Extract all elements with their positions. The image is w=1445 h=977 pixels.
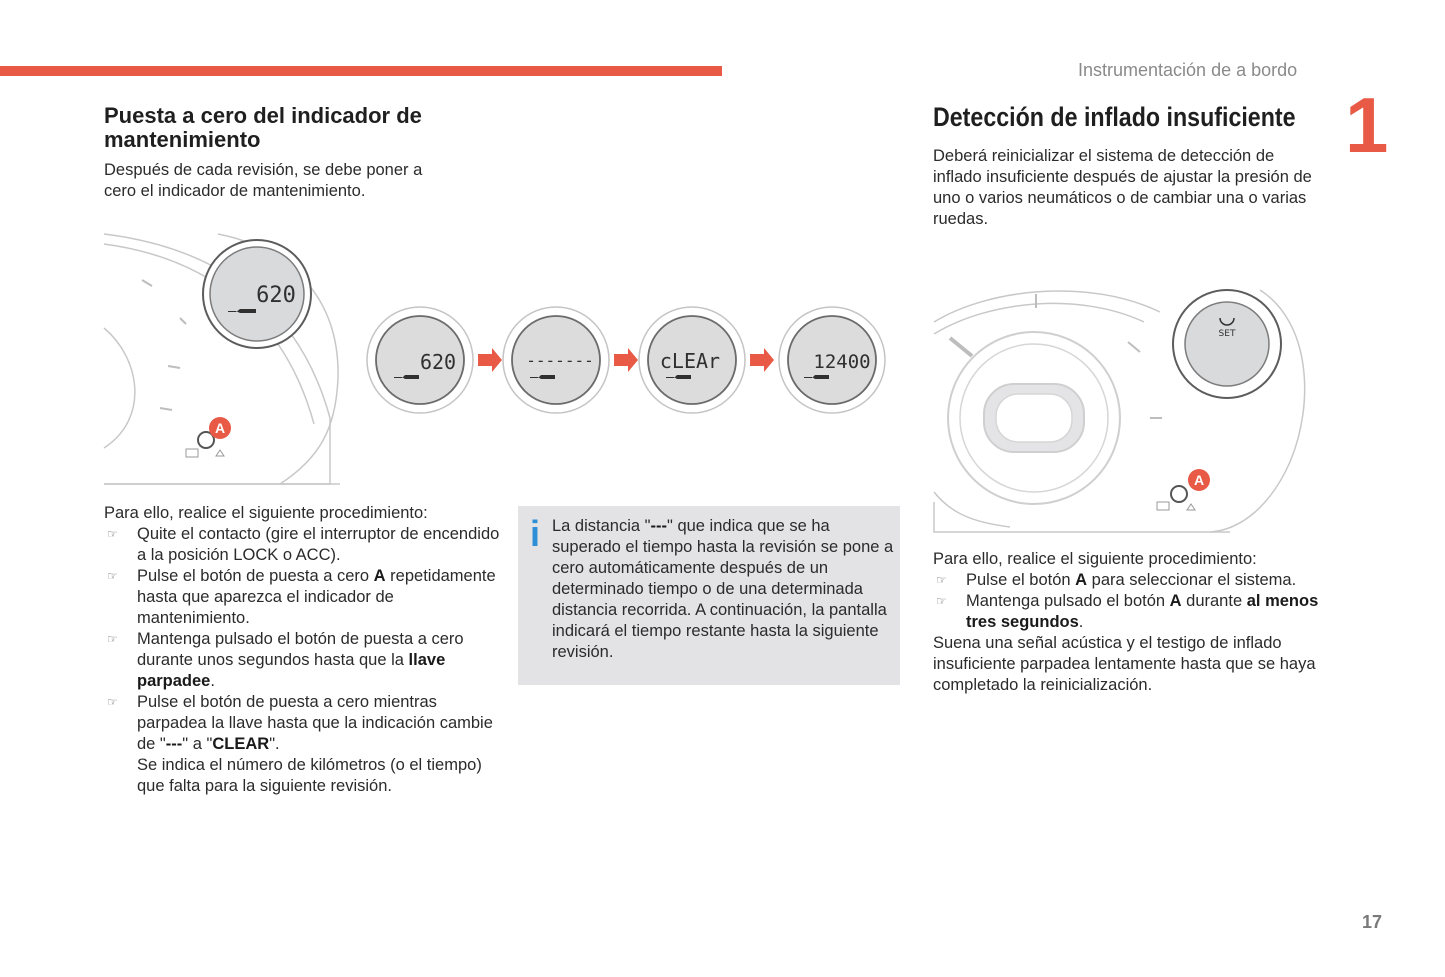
- right-step-2-text-mid: durante: [1181, 592, 1247, 610]
- left-step-4-text-mid: " a ": [182, 735, 213, 753]
- right-procedure: [933, 549, 1333, 696]
- left-step-3-text: Mantenga pulsado el botón de puesta a cero durante unos segundos hasta que la: [137, 630, 464, 669]
- left-step-2: [104, 566, 504, 629]
- indicator-icon: [1157, 502, 1169, 510]
- left-heading: [104, 104, 524, 152]
- button-a-label-right: A: [1193, 472, 1205, 488]
- info-text-start: La distancia ": [552, 517, 651, 535]
- left-step-3-bold: llave parpadee: [137, 651, 446, 690]
- pointing-hand-icon: ☞: [107, 569, 118, 583]
- set-label: SET: [1218, 329, 1236, 339]
- right-step-2-bold-1: A: [1169, 592, 1182, 610]
- left-heading-line1: Puesta a cero del indicador de: [104, 103, 422, 128]
- left-step-1-text: Quite el contacto (gire el interruptor de encendido a la posición LOCK o ACC).: [137, 525, 500, 564]
- chapter-number: 1: [1345, 81, 1389, 169]
- pointing-hand-icon: ☞: [107, 632, 118, 646]
- left-step-2-bold: A: [373, 567, 386, 585]
- left-procedure-intro: Para ello, realice el siguiente procedimiento:: [104, 504, 428, 522]
- left-step-4-bold-1: ---: [165, 735, 183, 753]
- dial-value: 620: [256, 283, 296, 308]
- left-step-4-bold-2: CLEAR: [212, 735, 270, 753]
- sequence-display-2: -------: [526, 351, 594, 370]
- info-text-end: " que indica que se ha superado el tiempo hasta la revisión se pone a cero automáticamente después de un determinado tiempo o de una determinada distancia recorrida. A continuación, la pantalla indicará el tiempo restante hasta la siguiente revisión.: [552, 517, 894, 661]
- left-step-4-text-end: ".: [269, 735, 280, 753]
- sequence-step-1: [367, 307, 473, 413]
- pointing-hand-icon: ☞: [107, 695, 118, 709]
- right-heading: Detección de inflado insuficiente: [933, 102, 1296, 132]
- right-step-1: [933, 570, 1333, 591]
- maintenance-reset-figure: [100, 228, 900, 488]
- right-step-2: [933, 591, 1333, 633]
- info-box: [518, 506, 900, 685]
- tyre-pressure-figure: [930, 282, 1320, 542]
- warning-icon: [216, 450, 224, 456]
- right-step-2-text-end: .: [1078, 613, 1084, 631]
- left-step-3-text-end: .: [210, 672, 215, 690]
- left-step-3: [104, 629, 504, 692]
- arrow-icon: [478, 348, 502, 372]
- right-closing: Suena una señal acústica y el testigo de inflado insuficiente parpadea lentamente hasta que se haya completado la reinicialización.: [933, 634, 1316, 694]
- right-step-1-text-end: para seleccionar el sistema.: [1087, 571, 1297, 589]
- warning-icon: [1187, 504, 1195, 510]
- left-intro-line2: cero el indicador de mantenimiento.: [104, 182, 366, 200]
- indicator-icon: [186, 449, 198, 457]
- left-step-4-text: Pulse el botón de puesta a cero mientras parpadea la llave hasta que la indicación cambie de ": [137, 693, 493, 753]
- right-step-1-bold: A: [1075, 571, 1088, 589]
- right-step-1-text: Pulse el botón: [966, 571, 1076, 589]
- sequence-step-3: [639, 307, 745, 413]
- left-step-2-text-end: repetidamente hasta que aparezca el indicador de mantenimiento.: [137, 567, 496, 627]
- left-step-2-text: Pulse el botón de puesta a cero: [137, 567, 374, 585]
- header-accent-bar: [0, 66, 722, 76]
- pointing-hand-icon: ☞: [107, 527, 118, 541]
- left-step-1: [104, 524, 504, 566]
- sequence-display-4: 12400: [813, 351, 871, 373]
- cluster-dial: [203, 240, 311, 348]
- reset-button-a[interactable]: [198, 417, 231, 448]
- reset-button-a-right[interactable]: [1171, 469, 1210, 502]
- left-procedure: [104, 503, 504, 797]
- sequence-step-4: [779, 307, 885, 413]
- right-step-2-bold-2: al menos tres segundos: [966, 592, 1319, 631]
- right-procedure-intro: Para ello, realice el siguiente procedimiento:: [933, 550, 1257, 568]
- pointing-hand-icon: ☞: [936, 573, 947, 587]
- button-a-label: A: [214, 420, 226, 436]
- info-icon: i: [530, 513, 541, 554]
- sequence-display-1: 620: [419, 350, 457, 374]
- set-dial: [1173, 290, 1281, 398]
- right-step-2-text: Mantenga pulsado el botón: [966, 592, 1170, 610]
- left-heading-line2: mantenimiento: [104, 127, 261, 152]
- left-intro-line1: Después de cada revisión, se debe poner a: [104, 161, 423, 179]
- page-number: 17: [1362, 912, 1383, 932]
- info-text: [552, 516, 898, 663]
- left-intro: [104, 160, 484, 202]
- left-step-4-note: Se indica el número de kilómetros (o el tiempo) que falta para la siguiente revisión.: [137, 756, 482, 795]
- pointing-hand-icon: ☞: [936, 594, 947, 608]
- left-step-4: [104, 692, 504, 755]
- sequence-step-2: [503, 307, 609, 413]
- arrow-icon: [614, 348, 638, 372]
- info-text-bold: ---: [650, 517, 667, 535]
- arrow-icon: [750, 348, 774, 372]
- sequence-display-3: cLEAr: [659, 349, 721, 373]
- section-title: Instrumentación de a bordo: [1078, 60, 1298, 80]
- right-intro: Deberá reinicializar el sistema de detección de inflado insuficiente después de ajustar la presión de uno o varios neumáticos o de cambiar una o varias ruedas.: [933, 147, 1312, 228]
